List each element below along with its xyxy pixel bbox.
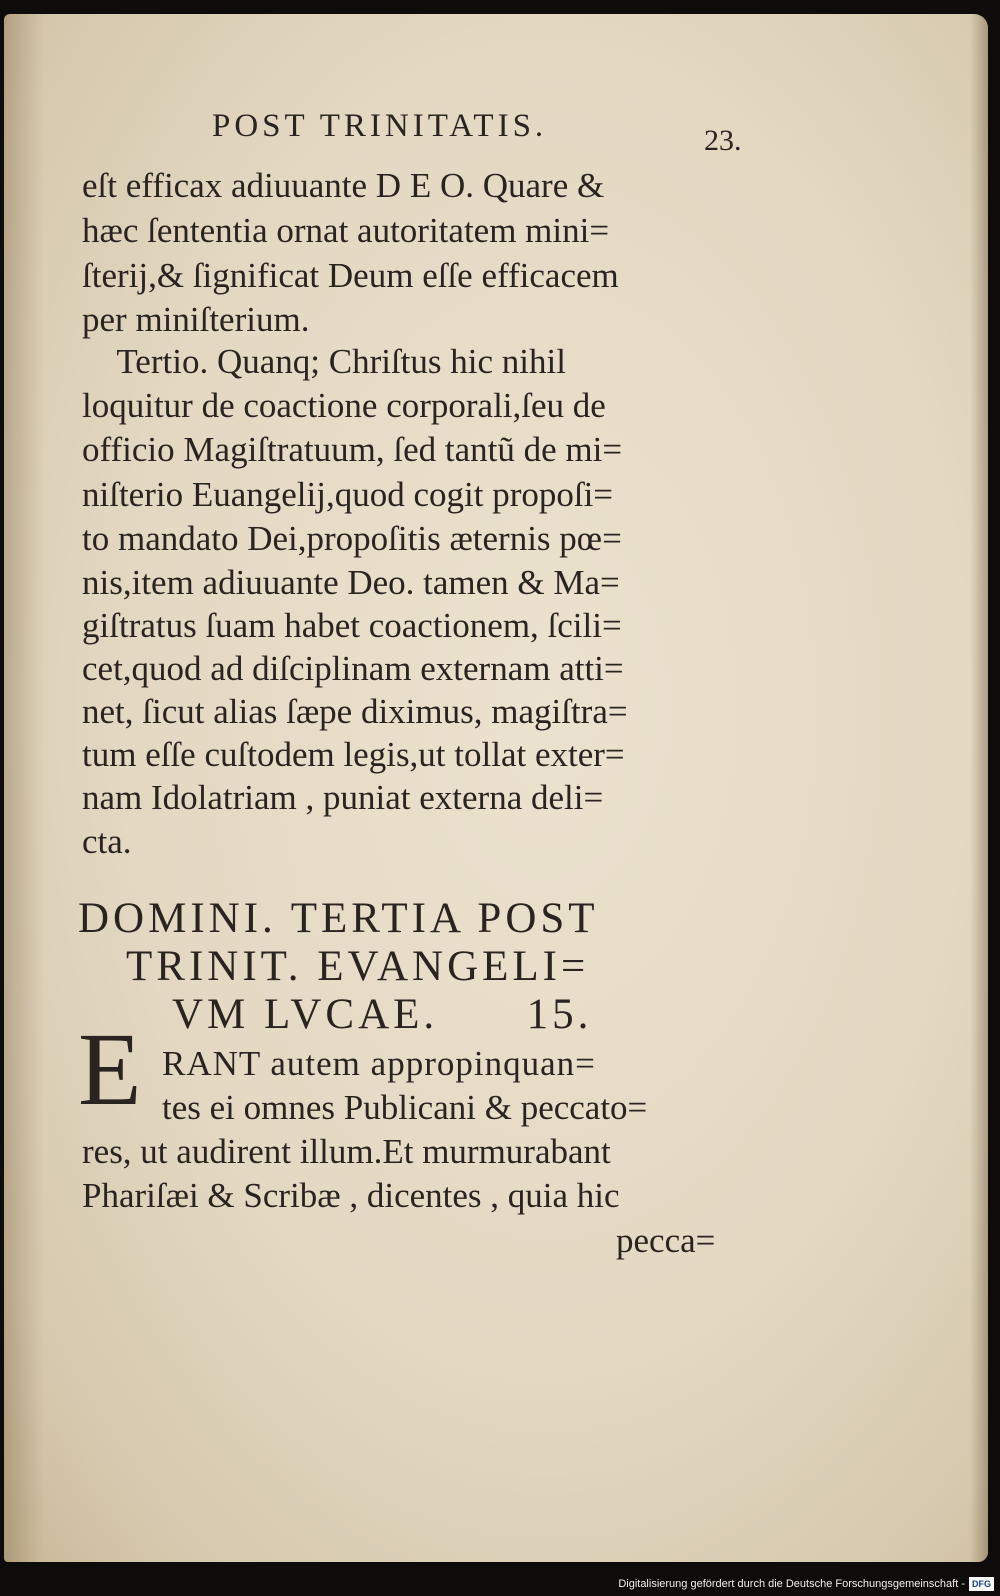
- body-line: per miniſterium.: [82, 300, 310, 339]
- body-line: giſtratus ſuam habet coactionem, ſcili=: [82, 606, 622, 645]
- body-line: Tertio. Quanq; Chriſtus hic nihil: [82, 342, 566, 381]
- gospel-line: tes ei omnes Publicani & peccato=: [162, 1088, 648, 1127]
- section-heading-line: DOMINI. TERTIA POST: [78, 895, 599, 942]
- page-edge-shadow: [970, 14, 988, 1562]
- body-line: niſterio Euangelij,quod cogit propoſi=: [82, 475, 614, 514]
- page-gutter-shadow: [4, 14, 44, 1562]
- body-line: cet,quod ad diſciplinam externam atti=: [82, 649, 624, 688]
- body-line: cta.: [82, 822, 132, 861]
- drop-cap: E: [78, 1012, 142, 1127]
- body-line: hæc ſententia ornat autoritatem mini=: [82, 211, 610, 250]
- body-line: to mandato Dei,propoſitis æternis pœ=: [82, 519, 622, 558]
- gospel-line: res, ut audirent illum.Et murmurabant: [82, 1132, 611, 1171]
- footer-credit: Digitalisierung gefördert durch die Deutsche Forschungsgemeinschaft -: [618, 1578, 965, 1591]
- gospel-line: RANT autem appropinquan=: [162, 1044, 596, 1083]
- body-line: tum eſſe cuſtodem legis,ut tollat exter=: [82, 735, 625, 774]
- body-line: nis,item adiuuante Deo. tamen & Ma=: [82, 563, 620, 602]
- digitization-footer: [0, 1572, 1000, 1596]
- page-number: 23.: [704, 124, 742, 157]
- body-line: eſt efficax adiuuante D E O. Quare &: [82, 166, 605, 205]
- running-header: POST TRINITATIS.: [212, 108, 548, 144]
- body-line: net, ſicut alias ſæpe diximus, magiſtra=: [82, 692, 628, 731]
- body-line: ſterij,& ſignificat Deum eſſe efficacem: [82, 256, 619, 295]
- dfg-logo-icon: DFG: [969, 1577, 994, 1591]
- gospel-line: Phariſæi & Scribæ , dicentes , quia hic: [82, 1176, 620, 1215]
- section-heading-line: TRINIT. EVANGELI=: [126, 943, 590, 990]
- catchword: pecca=: [616, 1221, 716, 1260]
- section-heading-line: VM LVCAE. 15.: [172, 991, 593, 1038]
- body-line: nam Idolatriam , puniat externa deli=: [82, 778, 604, 817]
- book-page: [4, 14, 988, 1562]
- body-line: officio Magiſtratuum, ſed tantũ de mi=: [82, 430, 623, 469]
- body-line: loquitur de coactione corporali,ſeu de: [82, 386, 606, 425]
